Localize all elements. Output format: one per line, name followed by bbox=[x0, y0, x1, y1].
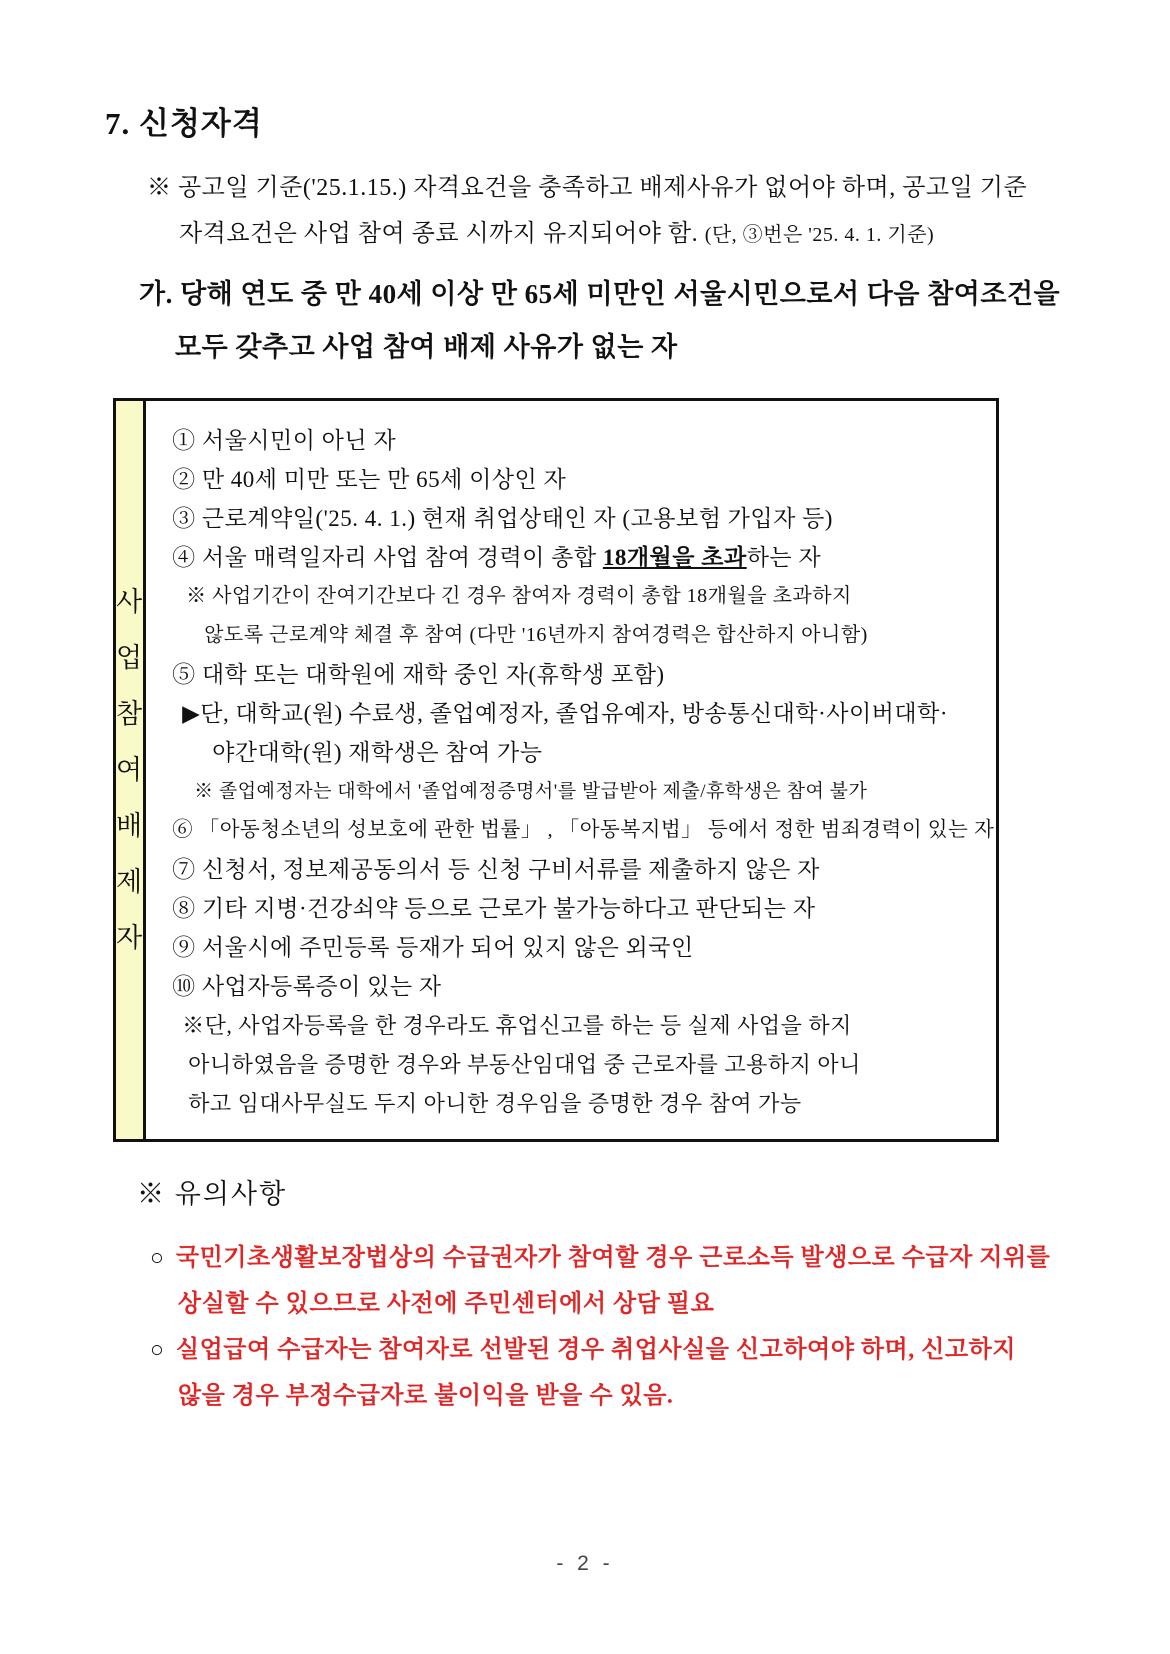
exclusion-item-4-note-line1: ※ 사업기간이 잔여기간보다 긴 경우 참여자 경력이 총합 18개월을 초과하지 bbox=[186, 585, 852, 607]
exclusion-item-4-emphasis: 18개월을 초과 bbox=[602, 545, 747, 570]
exclusion-item-7: ⑦ 신청서, 정보제공동의서 등 신청 구비서류를 제출하지 않은 자 bbox=[172, 857, 820, 882]
cautions-title: ※ 유의사항 bbox=[137, 1179, 288, 1209]
caution-bullet-1 bbox=[150, 1235, 1090, 1327]
circle-bullet-icon: ○ bbox=[150, 1337, 164, 1362]
exclusion-item-5: ⑤ 대학 또는 대학원에 재학 중인 자(휴학생 포함) bbox=[172, 662, 665, 687]
sub-heading-line1: 가. 당해 연도 중 만 40세 이상 만 65세 미만인 서울시민으로서 다음 참여조건을 bbox=[139, 279, 1061, 309]
exclusion-item-5-note: ※ 졸업예정자는 대학에서 '졸업예정증명서'를 발급받아 제출/휴학생은 참여 불가 bbox=[194, 781, 868, 802]
exclusion-item-4-note-line2: 않도록 근로계약 체결 후 참여 (다만 '16년까지 참여경력은 합산하지 아니함) bbox=[204, 624, 868, 646]
exclusion-table bbox=[113, 398, 999, 1142]
exclusion-item-3: ③ 근로계약일('25. 4. 1.) 현재 취업상태인 자 (고용보험 가입자 등) bbox=[172, 506, 833, 531]
eligibility-note-line1: ※ 공고일 기준('25.1.15.) 자격요건을 충족하고 배제사유가 없어야 하며, 공고일 기준 bbox=[147, 175, 1028, 201]
exclusion-item-4: ④ 서울 매력일자리 사업 참여 경력이 총합 18개월을 초과하는 자 bbox=[172, 545, 822, 570]
sub-heading-line2: 모두 갖추고 사업 참여 배제 사유가 없는 자 bbox=[175, 332, 678, 362]
exclusion-item-10: ⑩ 사업자등록증이 있는 자 bbox=[172, 974, 442, 999]
exclusion-item-1: ① 서울시민이 아닌 자 bbox=[172, 428, 397, 453]
exclusion-item-4-note-paren: (다만 '16년까지 참여경력은 합산하지 아니함) bbox=[469, 624, 868, 646]
caution-bullet-2-text: 실업급여 수급자는 참여자로 선발된 경우 취업사실을 신고하여야 하며, 신고하지 않을 경우 부정수급자로 불이익을 받을 수 있음. bbox=[175, 1337, 1016, 1409]
eligibility-note bbox=[147, 165, 1090, 258]
exclusion-item-9: ⑨ 서울시에 주민등록 등재가 되어 있지 않은 외국인 bbox=[172, 935, 694, 960]
exclusion-item-5-exception-line2: 야간대학(원) 재학생은 참여 가능 bbox=[212, 740, 543, 765]
cautions-list bbox=[150, 1235, 1090, 1419]
exclusion-item-10-note-line2: 아니하였음을 증명한 경우와 부동산임대업 중 근로자를 고용하지 아니 bbox=[188, 1052, 861, 1077]
section-title: 7. 신청자격 bbox=[105, 106, 263, 141]
caution-bullet-1-text: 국민기초생활보장법상의 수급권자가 참여할 경우 근로소득 발생으로 수급자 지위를 상실할 수 있으므로 사전에 주민센터에서 상담 필요 bbox=[175, 1245, 1051, 1317]
exclusion-item-2: ② 만 40세 미만 또는 만 65세 이상인 자 bbox=[172, 467, 567, 492]
sub-heading-ga bbox=[139, 268, 1090, 374]
exclusion-item-6: ⑥ 「아동청소년의 성보호에 관한 법률」 , 「아동복지법」 등에서 정한 범죄경력이 있는 자 bbox=[172, 819, 995, 841]
eligibility-note-line2: 자격요건은 사업 참여 종료 시까지 유지되어야 함. (단, ③번은 '25. 4. 1. 기준) bbox=[179, 221, 935, 247]
exclusion-item-5-exception-line1: ▶단, 대학교(원) 수료생, 졸업예정자, 졸업유예자, 방송통신대학·사이버대학· bbox=[182, 701, 948, 726]
circle-bullet-icon: ○ bbox=[150, 1245, 164, 1270]
page-number: - 2 - bbox=[556, 1552, 614, 1575]
exclusion-list bbox=[146, 401, 1000, 1139]
row-header-line3: 배제자 bbox=[116, 811, 144, 953]
exclusion-row-header bbox=[116, 401, 146, 1139]
row-header-line1: 사업 bbox=[116, 587, 144, 673]
row-header-line2: 참여 bbox=[116, 699, 144, 785]
exclusion-item-10-note-line3: 하고 임대사무실도 두지 아니한 경우임을 증명한 경우 참여 가능 bbox=[188, 1091, 802, 1116]
exclusion-item-10-note-line1: ※단, 사업자등록을 한 경우라도 휴업신고를 하는 등 실제 사업을 하지 bbox=[182, 1013, 852, 1038]
exclusion-item-8: ⑧ 기타 지병·건강쇠약 등으로 근로가 불가능하다고 판단되는 자 bbox=[172, 896, 816, 921]
caution-bullet-2 bbox=[150, 1327, 1090, 1419]
eligibility-note-paren: (단, ③번은 '25. 4. 1. 기준) bbox=[704, 224, 935, 246]
